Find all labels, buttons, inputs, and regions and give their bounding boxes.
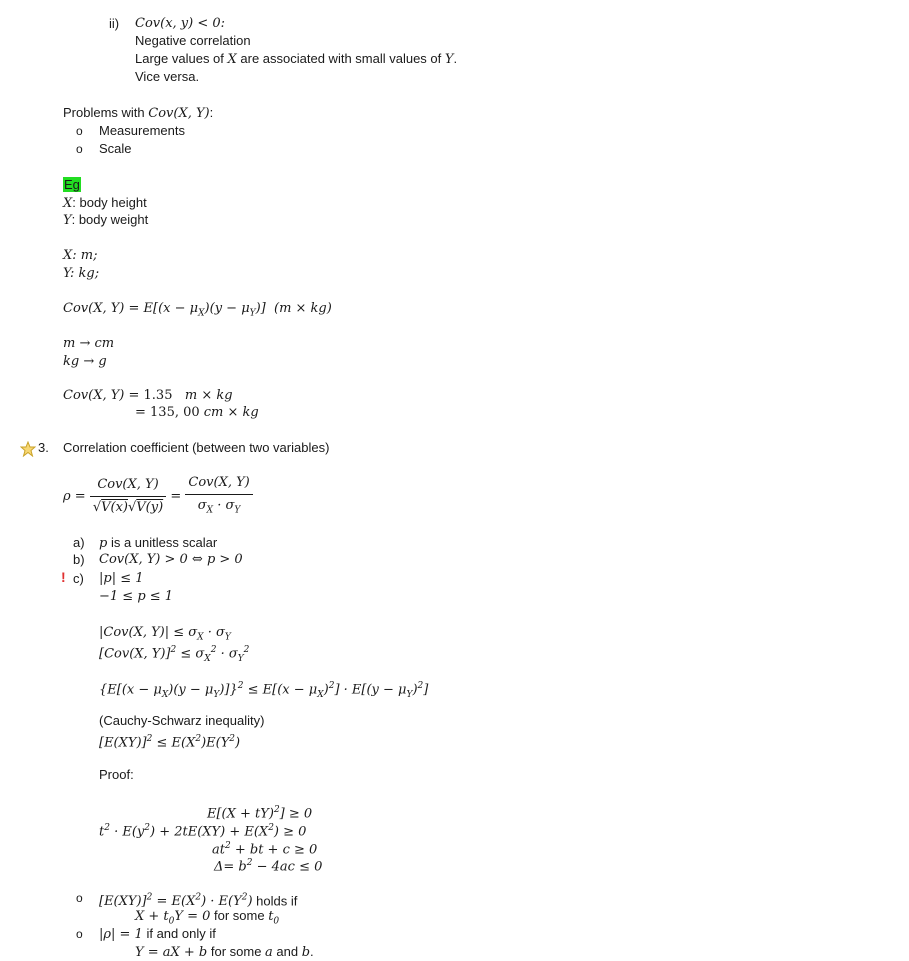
ineq-abs-cov: |Cov(X, $Y)| \le \sigma_X \cdot \sigma_Y$ xyxy=(99,625,231,643)
proof-step-4: $\Delta= b^2 - 4ac \le 0$ xyxy=(214,858,323,875)
unit-conversion-m: m → cm xyxy=(63,336,115,351)
cov-definition-formula: Cov(X, $Y) = E[(x - \mu_X)(y - \mu_Y)]$ (m × kg) xyxy=(63,301,332,319)
rho-fraction-1: $\frac{\text{Cov(X, Y)}}{√V(x)√V(y)}$ xyxy=(90,476,166,517)
rho-one-condition-2: Y = aX + b for some a and b. xyxy=(135,944,314,960)
item-a-label: a) xyxy=(73,535,85,550)
section-title: Correlation coefficient (between two variables) xyxy=(63,440,330,455)
problems-heading: Problems with Cov(X, Y): xyxy=(63,105,214,121)
x-unit: X: m; xyxy=(63,248,98,263)
cov-value-1: Cov(X, Y) = 1.35 m × kg xyxy=(63,388,233,403)
proof-step-2: $t^2 \cdot E(y^2) + 2tE(XY) + E(X^2) \ge 0$ xyxy=(99,823,307,840)
rho-fraction-2: $\frac{\text{Cov(X, Y)}}{\sigma_X \cdot \sigma_Y}$ xyxy=(185,474,252,520)
item-ii-label: ii) xyxy=(109,16,120,31)
rho-one-condition: |ρ| = 1 if and only if xyxy=(99,926,216,942)
problem-item: Measurements xyxy=(99,123,185,138)
negative-correlation-text: Negative correlation xyxy=(135,33,251,48)
item-b-label: b) xyxy=(73,552,85,567)
bullet-icon: o xyxy=(76,142,83,156)
exclamation-icon: ! xyxy=(61,569,66,585)
unit-conversion-kg: kg → g xyxy=(63,354,107,369)
bullet-icon: o xyxy=(76,927,83,941)
equality-condition-2: $X + t_0Y = 0$ for some $t_0$ xyxy=(135,908,280,927)
y-unit: Y: kg; xyxy=(63,266,100,281)
proof-step-3: $at^2$ + bt + c ≥ 0 xyxy=(212,841,318,858)
vice-versa-text: Vice versa. xyxy=(135,69,200,84)
problem-item: Scale xyxy=(99,141,132,156)
cov-value-2: = 135, 00 cm × kg xyxy=(135,405,259,420)
p-range: −1 ≤ p ≤ 1 xyxy=(99,589,174,604)
equality-condition: $[E(XY)]^2 = E(X^2) \cdot E(Y^2)$ holds if xyxy=(99,893,298,910)
cauchy-schwarz-label: (Cauchy-Schwarz inequality) xyxy=(99,713,265,728)
rho-definition: ρ = $\frac{\text{Cov(X, Y)}}{√V(x)√V(y)}$ = $\frac{\text{Cov(X, Y)}}{\sigma_X \cdot \sigma_Y}$ xyxy=(63,474,253,520)
ineq-cov-squared: [Cov(X, $Y)]^2 \le \sigma_X^2 \cdot \sigma_Y^2$ xyxy=(99,645,250,664)
unitless-scalar-text: p is a unitless scalar xyxy=(99,535,218,551)
bullet-icon: o xyxy=(76,124,83,138)
cov-negative-formula: Cov(x, y) < 0: xyxy=(135,16,226,31)
cov-positive-iff: Cov(X, Y) > 0 ⇔ p > 0 xyxy=(99,552,243,567)
proof-label: Proof: xyxy=(99,767,134,782)
abs-p-bound: |p| ≤ 1 xyxy=(99,571,144,586)
ineq-expectation: $\{E[(x - \mu_X)(y - \mu_Y)]\}^2 \le E[(x - \mu_X)^2] \cdot E[(y - \mu_Y)^2]$ xyxy=(99,681,429,700)
bullet-icon: o xyxy=(76,891,83,905)
proof-step-1: E[(X + tY)$^2$] ≥ 0 xyxy=(207,805,313,822)
example-tag: Eg xyxy=(64,177,80,192)
large-values-text: Large values of X are associated with small values of Y. xyxy=(135,51,458,67)
section-number: 3. xyxy=(38,440,49,455)
star-icon xyxy=(20,441,36,457)
y-body-weight: Y: body weight xyxy=(63,212,149,228)
item-c-label: c) xyxy=(73,571,84,586)
cauchy-schwarz-formula: $[E(XY)]^2 \le E(X^2)E(Y^2)$ xyxy=(99,734,241,751)
x-body-height: X: body height xyxy=(63,195,147,211)
